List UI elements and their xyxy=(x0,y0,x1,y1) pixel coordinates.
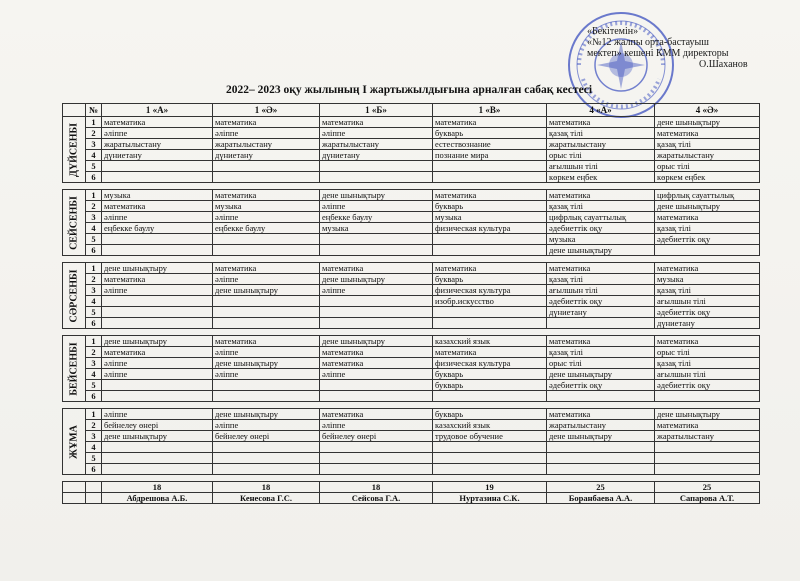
lesson-cell: еңбекке баулу xyxy=(102,223,213,234)
lesson-number: 5 xyxy=(86,307,102,318)
header-class-1ae: 1 «Ә» xyxy=(213,104,320,117)
lesson-cell: математика xyxy=(547,409,655,420)
lesson-number: 1 xyxy=(86,190,102,201)
lesson-cell: математика xyxy=(102,117,213,128)
lesson-cell: қазақ тілі xyxy=(547,347,655,358)
schedule-row xyxy=(63,139,760,150)
lesson-cell: музыка xyxy=(213,201,320,212)
schedule-row xyxy=(63,117,760,128)
approval-line-2: «№12 жалпы орта-бастауыш xyxy=(587,37,709,48)
weekly-total: 25 xyxy=(655,482,760,493)
lesson-cell: музыка xyxy=(655,274,760,285)
lesson-cell: математика xyxy=(213,190,320,201)
lesson-cell: дене шынықтыру xyxy=(320,336,433,347)
lesson-cell: физическая культура xyxy=(433,223,547,234)
lesson-cell xyxy=(655,442,760,453)
lesson-cell: қазақ тілі xyxy=(547,274,655,285)
approval-signer: О.Шаханов xyxy=(699,59,748,70)
lesson-cell: жаратылыстану xyxy=(102,139,213,150)
lesson-cell: дене шынықтыру xyxy=(655,201,760,212)
lesson-cell: дене шынықтыру xyxy=(320,190,433,201)
lesson-cell: әліппе xyxy=(102,128,213,139)
schedule-row xyxy=(63,263,760,274)
lesson-cell xyxy=(655,453,760,464)
lesson-cell: әліппе xyxy=(102,358,213,369)
lesson-cell: орыс тілі xyxy=(655,347,760,358)
lesson-cell: математика xyxy=(102,201,213,212)
lesson-cell xyxy=(213,161,320,172)
page-title: 2022– 2023 оқу жылының І жартыжылдығына арналған сабақ кестесі xyxy=(226,84,593,96)
lesson-cell xyxy=(213,234,320,245)
header-class-4a: 4 «А» xyxy=(547,104,655,117)
day-separator xyxy=(63,475,760,482)
lesson-cell xyxy=(433,318,547,329)
day-name: БЕЙСЕНБІ xyxy=(68,341,80,396)
lesson-cell: физическая культура xyxy=(433,285,547,296)
lesson-cell: математика xyxy=(102,274,213,285)
weekly-total: 18 xyxy=(320,482,433,493)
teachers-spacer xyxy=(63,493,86,504)
lesson-cell: познание мира xyxy=(433,150,547,161)
lesson-cell: математика xyxy=(320,409,433,420)
lesson-cell xyxy=(213,307,320,318)
lesson-cell xyxy=(213,172,320,183)
totals-spacer xyxy=(86,482,102,493)
lesson-cell: математика xyxy=(655,212,760,223)
lesson-cell: жаратылыстану xyxy=(213,139,320,150)
lesson-cell: бейнелеу өнері xyxy=(102,420,213,431)
lesson-cell: букварь xyxy=(433,128,547,139)
approval-line-3: мектеп» кешені КММ директоры xyxy=(587,48,729,59)
lesson-cell: букварь xyxy=(433,369,547,380)
lesson-cell: орыс тілі xyxy=(547,150,655,161)
lesson-cell xyxy=(102,380,213,391)
lesson-cell: дене шынықтыру xyxy=(547,431,655,442)
schedule-row xyxy=(63,431,760,442)
lesson-cell: казахский язык xyxy=(433,420,547,431)
lesson-cell xyxy=(213,442,320,453)
day-label xyxy=(63,190,86,256)
header-number: № xyxy=(86,104,102,117)
lesson-cell: көркем еңбек xyxy=(655,172,760,183)
lesson-cell: математика xyxy=(102,347,213,358)
header-class-4ae: 4 «Ә» xyxy=(655,104,760,117)
lesson-number: 6 xyxy=(86,464,102,475)
lesson-cell xyxy=(320,453,433,464)
lesson-cell: жаратылыстану xyxy=(547,139,655,150)
lesson-cell: музыка xyxy=(102,190,213,201)
teacher-name: Сейсова Г.А. xyxy=(320,493,433,504)
schedule-table xyxy=(62,103,760,504)
lesson-number: 2 xyxy=(86,274,102,285)
lesson-cell: әліппе xyxy=(320,369,433,380)
lesson-cell xyxy=(102,172,213,183)
lesson-number: 4 xyxy=(86,369,102,380)
lesson-number: 6 xyxy=(86,391,102,402)
lesson-number: 3 xyxy=(86,285,102,296)
lesson-cell xyxy=(102,442,213,453)
schedule-row xyxy=(63,285,760,296)
separator-cell xyxy=(63,402,760,409)
schedule-row xyxy=(63,442,760,453)
lesson-cell: әліппе xyxy=(213,347,320,358)
lesson-cell: қазақ тілі xyxy=(655,223,760,234)
lesson-cell xyxy=(547,453,655,464)
lesson-number: 3 xyxy=(86,139,102,150)
schedule-row xyxy=(63,274,760,285)
lesson-cell xyxy=(320,464,433,475)
lesson-cell: әдебиеттік оқу xyxy=(655,380,760,391)
lesson-cell: еңбекке баулу xyxy=(320,212,433,223)
lesson-cell: әліппе xyxy=(102,212,213,223)
lesson-number: 6 xyxy=(86,318,102,329)
schedule-row xyxy=(63,201,760,212)
lesson-cell: дене шынықтыру xyxy=(102,263,213,274)
lesson-cell: әдебиеттік оқу xyxy=(547,223,655,234)
lesson-cell: дене шынықтыру xyxy=(102,336,213,347)
lesson-cell: жаратылыстану xyxy=(547,420,655,431)
lesson-cell: естествознание xyxy=(433,139,547,150)
lesson-cell xyxy=(547,318,655,329)
teachers-row xyxy=(63,493,760,504)
lesson-cell xyxy=(320,391,433,402)
approval-line-1: «Бекітемін» xyxy=(587,26,639,37)
header-class-1b: 1 «Б» xyxy=(320,104,433,117)
lesson-cell xyxy=(433,245,547,256)
lesson-cell: математика xyxy=(320,263,433,274)
day-separator xyxy=(63,183,760,190)
day-name: СЕЙСЕНБІ xyxy=(68,195,80,250)
lesson-cell: жаратылыстану xyxy=(655,431,760,442)
totals-row xyxy=(63,482,760,493)
lesson-cell: әліппе xyxy=(320,128,433,139)
lesson-cell: математика xyxy=(547,190,655,201)
lesson-cell xyxy=(213,318,320,329)
lesson-number: 1 xyxy=(86,117,102,128)
lesson-cell: әдебиеттік оқу xyxy=(547,380,655,391)
teacher-name: Нуртазина С.К. xyxy=(433,493,547,504)
lesson-cell: физическая культура xyxy=(433,358,547,369)
schedule-row xyxy=(63,245,760,256)
lesson-cell xyxy=(102,391,213,402)
schedule-row xyxy=(63,190,760,201)
lesson-cell: математика xyxy=(320,347,433,358)
lesson-number: 5 xyxy=(86,161,102,172)
lesson-number: 4 xyxy=(86,150,102,161)
lesson-cell: әдебиеттік оқу xyxy=(547,296,655,307)
lesson-cell: ағылшын тілі xyxy=(547,161,655,172)
lesson-cell: әліппе xyxy=(213,128,320,139)
day-name: ДҮЙСЕНБІ xyxy=(68,122,80,177)
lesson-cell: музыка xyxy=(433,212,547,223)
schedule-row xyxy=(63,172,760,183)
lesson-number: 2 xyxy=(86,201,102,212)
lesson-cell xyxy=(320,307,433,318)
schedule-row xyxy=(63,347,760,358)
schedule-row xyxy=(63,307,760,318)
lesson-cell: жаратылыстану xyxy=(655,150,760,161)
lesson-cell xyxy=(547,442,655,453)
lesson-cell xyxy=(433,391,547,402)
schedule-row xyxy=(63,453,760,464)
lesson-cell: математика xyxy=(433,263,547,274)
schedule-row xyxy=(63,358,760,369)
teacher-name: Боранбаева А.А. xyxy=(547,493,655,504)
schedule-row xyxy=(63,161,760,172)
teachers-spacer xyxy=(86,493,102,504)
lesson-number: 4 xyxy=(86,296,102,307)
lesson-cell: әдебиеттік оқу xyxy=(655,234,760,245)
lesson-cell: көркем еңбек xyxy=(547,172,655,183)
lesson-cell: цифрлық сауаттылық xyxy=(655,190,760,201)
lesson-cell: әліппе xyxy=(213,274,320,285)
lesson-cell xyxy=(320,442,433,453)
lesson-number: 1 xyxy=(86,336,102,347)
lesson-cell xyxy=(102,161,213,172)
lesson-cell: дүниетану xyxy=(655,318,760,329)
schedule-row xyxy=(63,336,760,347)
schedule-row xyxy=(63,391,760,402)
lesson-cell: әдебиеттік оқу xyxy=(655,307,760,318)
lesson-number: 6 xyxy=(86,172,102,183)
lesson-cell: букварь xyxy=(433,201,547,212)
lesson-number: 3 xyxy=(86,358,102,369)
lesson-cell xyxy=(102,318,213,329)
lesson-cell xyxy=(433,464,547,475)
schedule-row xyxy=(63,369,760,380)
lesson-cell: трудовое обучение xyxy=(433,431,547,442)
lesson-cell: букварь xyxy=(433,409,547,420)
lesson-cell: дене шынықтыру xyxy=(102,431,213,442)
lesson-cell: математика xyxy=(213,263,320,274)
day-separator xyxy=(63,256,760,263)
lesson-cell: әліппе xyxy=(213,212,320,223)
lesson-cell xyxy=(320,161,433,172)
lesson-cell xyxy=(102,453,213,464)
lesson-number: 3 xyxy=(86,431,102,442)
day-name: СӘРСЕНБІ xyxy=(68,268,80,323)
lesson-cell: ағылшын тілі xyxy=(655,369,760,380)
lesson-cell: дене шынықтыру xyxy=(655,117,760,128)
lesson-cell xyxy=(102,464,213,475)
lesson-number: 5 xyxy=(86,453,102,464)
lesson-cell: дүниетану xyxy=(213,150,320,161)
day-label xyxy=(63,117,86,183)
lesson-cell: дүниетану xyxy=(547,307,655,318)
lesson-cell xyxy=(102,245,213,256)
lesson-cell: әліппе xyxy=(320,285,433,296)
lesson-cell: дене шынықтыру xyxy=(547,245,655,256)
schedule-row xyxy=(63,150,760,161)
lesson-cell: қазақ тілі xyxy=(655,285,760,296)
weekly-total: 25 xyxy=(547,482,655,493)
lesson-cell: әліппе xyxy=(213,420,320,431)
lesson-cell: орыс тілі xyxy=(655,161,760,172)
day-separator xyxy=(63,402,760,409)
lesson-cell xyxy=(213,391,320,402)
weekly-total: 18 xyxy=(213,482,320,493)
lesson-cell: музыка xyxy=(547,234,655,245)
lesson-cell: музыка xyxy=(320,223,433,234)
schedule-row xyxy=(63,464,760,475)
lesson-cell: математика xyxy=(433,190,547,201)
lesson-cell: математика xyxy=(213,336,320,347)
lesson-number: 5 xyxy=(86,234,102,245)
lesson-cell: математика xyxy=(655,336,760,347)
lesson-cell xyxy=(320,318,433,329)
lesson-cell: әліппе xyxy=(320,420,433,431)
lesson-cell: дүниетану xyxy=(320,150,433,161)
lesson-cell xyxy=(320,380,433,391)
lesson-cell xyxy=(320,245,433,256)
lesson-cell: цифрлық сауаттылық xyxy=(547,212,655,223)
schedule-row xyxy=(63,318,760,329)
lesson-cell: жаратылыстану xyxy=(320,139,433,150)
lesson-cell: ағылшын тілі xyxy=(655,296,760,307)
lesson-cell: букварь xyxy=(433,274,547,285)
weekly-total: 18 xyxy=(102,482,213,493)
lesson-cell xyxy=(433,453,547,464)
lesson-cell: әліппе xyxy=(102,369,213,380)
schedule-row xyxy=(63,234,760,245)
lesson-cell: математика xyxy=(320,358,433,369)
lesson-cell xyxy=(547,391,655,402)
lesson-cell: еңбекке баулу xyxy=(213,223,320,234)
lesson-cell: математика xyxy=(547,263,655,274)
header-corner xyxy=(63,104,86,117)
lesson-cell xyxy=(213,380,320,391)
lesson-cell: бейнелеу өнері xyxy=(320,431,433,442)
lesson-cell: математика xyxy=(547,117,655,128)
lesson-cell: математика xyxy=(655,420,760,431)
lesson-cell: математика xyxy=(655,128,760,139)
lesson-cell xyxy=(433,307,547,318)
schedule-row xyxy=(63,128,760,139)
lesson-number: 2 xyxy=(86,128,102,139)
schedule-row xyxy=(63,409,760,420)
lesson-cell: математика xyxy=(547,336,655,347)
separator-cell xyxy=(63,256,760,263)
lesson-cell: казахский язык xyxy=(433,336,547,347)
lesson-number: 3 xyxy=(86,212,102,223)
lesson-number: 5 xyxy=(86,380,102,391)
schedule-row xyxy=(63,296,760,307)
lesson-cell: математика xyxy=(433,347,547,358)
lesson-cell: қазақ тілі xyxy=(547,201,655,212)
lesson-cell xyxy=(433,172,547,183)
lesson-cell: әліппе xyxy=(320,201,433,212)
lesson-cell: әліппе xyxy=(102,285,213,296)
lesson-cell: дүниетану xyxy=(102,150,213,161)
header-row xyxy=(63,104,760,117)
lesson-cell: әліппе xyxy=(102,409,213,420)
header-class-1a: 1 «А» xyxy=(102,104,213,117)
schedule-row xyxy=(63,380,760,391)
lesson-cell xyxy=(102,234,213,245)
lesson-cell: математика xyxy=(213,117,320,128)
lesson-cell xyxy=(102,307,213,318)
lesson-cell: қазақ тілі xyxy=(655,139,760,150)
lesson-cell xyxy=(433,442,547,453)
lesson-cell xyxy=(433,161,547,172)
lesson-cell: математика xyxy=(655,263,760,274)
lesson-cell xyxy=(655,391,760,402)
lesson-cell: дене шынықтыру xyxy=(213,409,320,420)
day-label xyxy=(63,263,86,329)
teacher-name: Сапарова А.Т. xyxy=(655,493,760,504)
lesson-cell xyxy=(320,172,433,183)
lesson-cell xyxy=(320,234,433,245)
lesson-cell: букварь xyxy=(433,380,547,391)
lesson-cell: дене шынықтыру xyxy=(655,409,760,420)
lesson-cell: дене шынықтыру xyxy=(213,285,320,296)
header-class-1v: 1 «В» xyxy=(433,104,547,117)
lesson-cell: дене шынықтыру xyxy=(213,358,320,369)
lesson-cell xyxy=(213,296,320,307)
lesson-cell: бейнелеу өнері xyxy=(213,431,320,442)
lesson-number: 4 xyxy=(86,223,102,234)
lesson-cell xyxy=(213,464,320,475)
lesson-cell xyxy=(433,234,547,245)
day-separator xyxy=(63,329,760,336)
lesson-cell xyxy=(213,453,320,464)
lesson-cell: математика xyxy=(320,117,433,128)
lesson-cell: қазақ тілі xyxy=(655,358,760,369)
lesson-number: 2 xyxy=(86,347,102,358)
lesson-cell: орыс тілі xyxy=(547,358,655,369)
lesson-cell xyxy=(102,296,213,307)
lesson-number: 1 xyxy=(86,263,102,274)
lesson-cell: изобр.искусство xyxy=(433,296,547,307)
teacher-name: Абдрешова А.Б. xyxy=(102,493,213,504)
schedule-row xyxy=(63,212,760,223)
day-name: ЖҰМА xyxy=(68,424,80,459)
lesson-number: 6 xyxy=(86,245,102,256)
schedule-row xyxy=(63,420,760,431)
lesson-number: 1 xyxy=(86,409,102,420)
lesson-number: 4 xyxy=(86,442,102,453)
lesson-cell: әліппе xyxy=(213,369,320,380)
lesson-cell: ағылшын тілі xyxy=(547,285,655,296)
lesson-cell: қазақ тілі xyxy=(547,128,655,139)
separator-cell xyxy=(63,475,760,482)
lesson-cell xyxy=(320,296,433,307)
day-label xyxy=(63,409,86,475)
lesson-cell xyxy=(655,464,760,475)
day-label xyxy=(63,336,86,402)
separator-cell xyxy=(63,183,760,190)
lesson-cell xyxy=(213,245,320,256)
schedule-row xyxy=(63,223,760,234)
separator-cell xyxy=(63,329,760,336)
approval-block xyxy=(587,26,748,70)
lesson-cell: математика xyxy=(433,117,547,128)
teacher-name: Кенесова Г.С. xyxy=(213,493,320,504)
weekly-total: 19 xyxy=(433,482,547,493)
lesson-number: 2 xyxy=(86,420,102,431)
lesson-cell xyxy=(655,245,760,256)
lesson-cell xyxy=(547,464,655,475)
lesson-cell: дене шынықтыру xyxy=(320,274,433,285)
lesson-cell: дене шынықтыру xyxy=(547,369,655,380)
totals-spacer xyxy=(63,482,86,493)
